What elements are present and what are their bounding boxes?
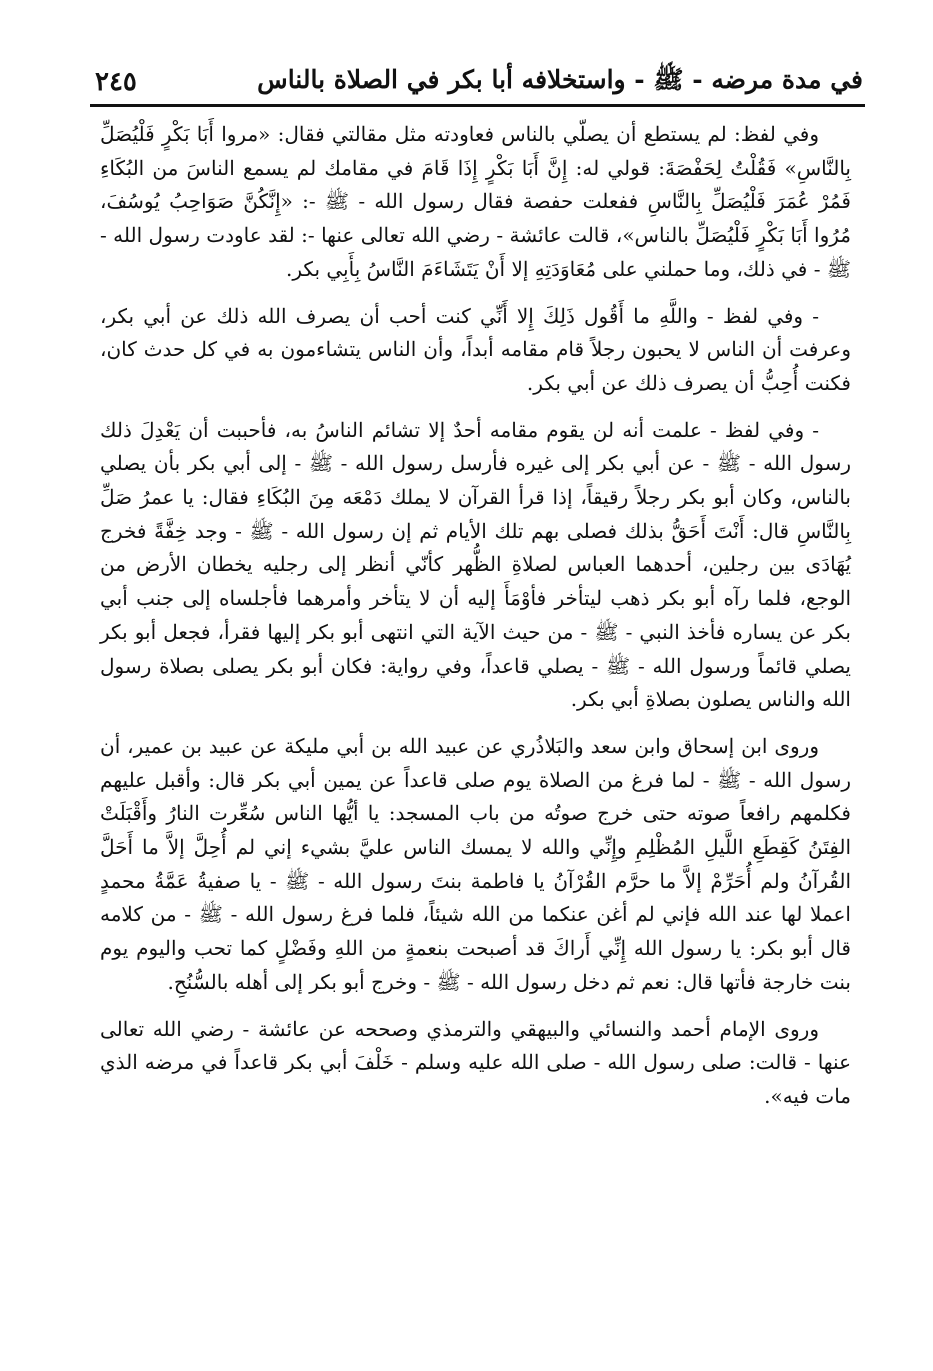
paragraph: وروى الإمام أحمد والنسائي والبيهقي والترمذي وصححه عن عائشة - رضي الله تعالى عنها - قالت: صلى رسول الله - صلى الله عليه وسلم - خَلْفَ أبي بكر قاعداً في مرضه الذي مات فيه».: [100, 1016, 851, 1108]
paragraph: وفي لفظ: لم يستطع أن يصلّي بالناس فعاودته مثل مقالتي فقال: «مروا أَبَا بَكْرٍ فَلْيُصَلِّ بِالنَّاسِ» فَقُلْتُ لِحَفْصَةَ: قولي له: إِنَّ أَبَا بَكْرٍ إِذَا قَامَ في مقامك لم يسمع الناسَ من البُكَاءِ فَمُرْ عُمَرَ فَلْيُصَلِّ بِالنَّاسِ ففعلت حفصة فقال رسول الله - ﷺ -: «إِنَّكُنَّ صَوَاحِبُ يُوسُفَ، مُرُوا أَبَا بَكْرٍ فَلْيُصَلِّ بالناس»، قالت عائشة - رضي الله تعالى عنها -: لقد عاودت رسول الله - ﷺ - في ذلك، وما حملني على مُعَاوَدَتِهِ إلا أَنْ يَتَشَاءَمَ النَّاسُ بِأَبِي بكر.: [100, 122, 851, 281]
running-title: في مدة مرضه - ﷺ - واستخلافه أبا بكر في الصلاة بالناس: [257, 64, 863, 94]
main-text: [100, 118, 851, 1114]
paragraph: - وفي لفظ - علمت أنه لن يقوم مقامه أحدٌ إلا تشائم الناسُ به، فأحببت أن يَعْدِلَ ذلك رسول الله - ﷺ - عن أبي بكر إلى غيره فأرسل رسول الله - ﷺ - إلى أبي بكر بأن يصلي بالناس، وكان أبو بكر رجلاً رقيقاً، إذا قرأ القرآن لا يملك دَمْعَه مِنَ البُكَاءِ فقال: يا عمرُ صَلِّ بِالنَّاسِ قال: أَنْتَ أَحَقُّ بذلك فصلى بهم تلك الأيام ثم إن رسول الله - ﷺ - وجد خِفَّةً فخرج يُهَادَى بين رجلين، أحدهما العباس لصلاةِ الظُّهر كأنّي أنظر إلى رجليه يخطان الأرض من الوجع، فلما رآه أبو بكر ذهب ليتأخر فأوْمَأَ إليه أن لا يتأخر وأمرهما فأجلساه إلى جنب أبي بكر عن يساره فأخذ النبي - ﷺ - من حيث الآية التي انتهى أبو بكر إليها فقرأ، فجعل أبو بكر يصلي قائماً ورسول الله - ﷺ - يصلي قاعداً، وفي رواية: فكان أبو بكر يصلى بصلاة رسول الله والناس يصلون بصلاةِ أبي بكر.: [100, 417, 851, 712]
page-number: ٢٤٥: [95, 67, 137, 97]
header-rule: [90, 104, 865, 107]
paragraph: - وفي لفظ - واللَّهِ ما أَقُول ذَلِكَ إِلا أَنِّي كنت أحب أن يصرف الله ذلك عن أبي بكر، وعرفت أن الناس لا يحبون رجلاً قام مقامه أبداً، وأن الناس يتشاءمون به في كل حدث كان، فكنت أُحِبُّ أن يصرف ذلك عن أبي بكر.: [100, 303, 851, 395]
running-header: [95, 62, 863, 102]
paragraph: وروى ابن إسحاق وابن سعد والبَلاذُري عن عبيد الله بن أبي مليكة عن عبيد بن عمير، أن رسول الله - ﷺ - لما فرغ من الصلاة يوم صلى قاعداً عن يمين أبي بكر قال: وأقبل عليهم فكلمهم رافعاً صوته حتى خرج صوتُه من باب المسجد: يا أيُّها الناس سُعِّرت النارُ وأَقْبَلَتْ الفِتَنُ كَقِطَعِ اللَّيلِ المُظْلِمِ وإِنِّي والله لا يمسك الناس عليَّ بشيء إني لم أُحِلَّ إلاَّ ما أَحَلَّ القُرآنُ ولم أُحَرِّمْ إلاَّ ما حرَّم القُرْآنُ يا فاطمة بنتَ رسول الله - ﷺ - يا صفيةُ عَمَّةُ محمدٍ اعملا لها عند الله فإني لم أغن عنكما من الله شيئاً، فلما فرغ رسول الله - ﷺ - من كلامه قال أبو بكر: يا رسول الله إِنِّي أَراكَ قد أصبحت بنعمةٍ من اللهِ وفَضْلٍ كما تحب واليوم يوم بنت خارجة فأتها قال: نعم ثم دخل رسول الله - ﷺ - وخرج أبو بكر إلى أهله بالسُّنُحِ.: [100, 733, 851, 994]
